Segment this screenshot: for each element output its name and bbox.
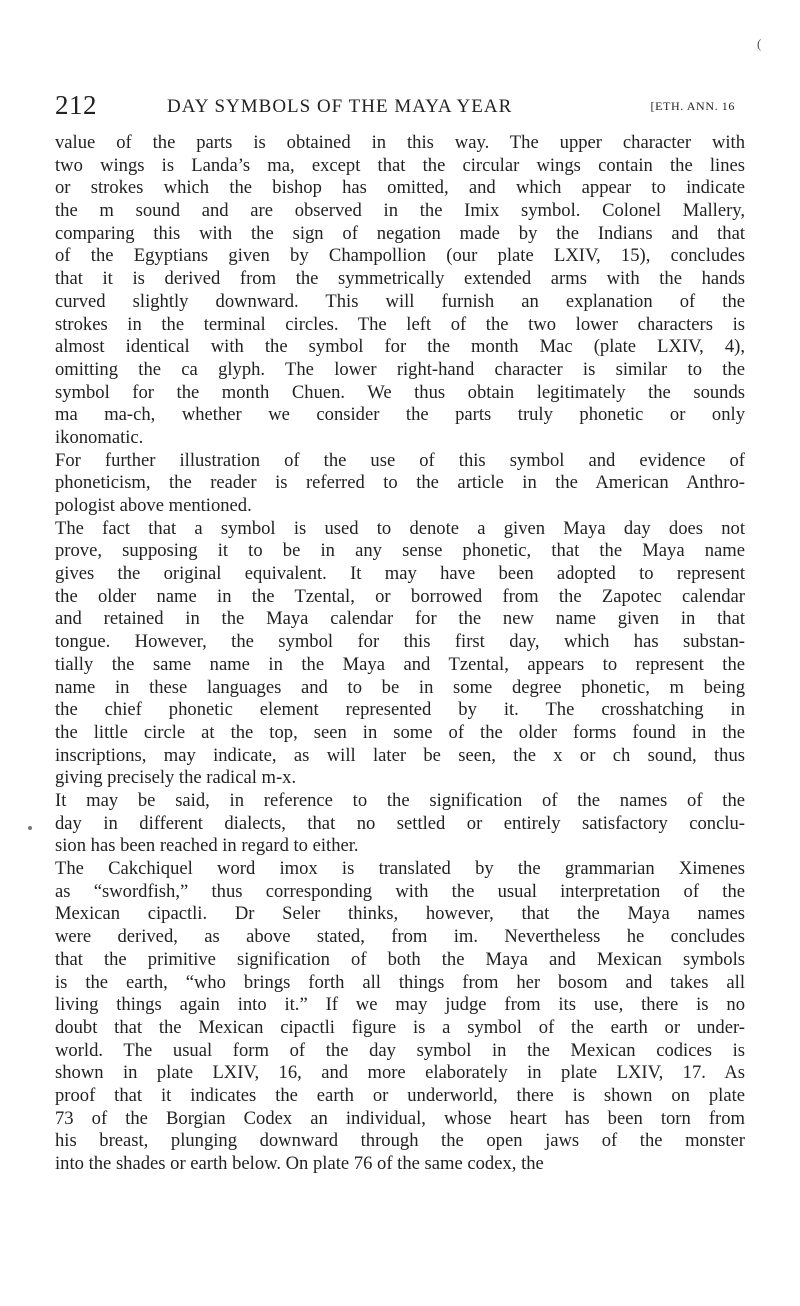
text-line: world. The usual form of the day symbol in the Mexican codices is xyxy=(55,1039,745,1061)
paragraph xyxy=(55,518,745,790)
text-line: the chief phonetic element represented by it. The crosshatching in xyxy=(55,699,745,721)
text-line: into the shades or earth below. On plate 76 of the same codex, the xyxy=(55,1153,544,1174)
text-line: comparing this with the sign of negation made by the Indians and that xyxy=(55,222,745,244)
text-line: his breast, plunging downward through the open jaws of the monster xyxy=(55,1130,745,1152)
text-line: inscriptions, may indicate, as will later be seen, the x or ch sound, thus xyxy=(55,744,745,766)
paragraph xyxy=(55,450,745,518)
text-line: Mexican cipactli. Dr Seler thinks, however, that the Maya names xyxy=(55,903,745,925)
text-line: that it is derived from the symmetrically extended arms with the hands xyxy=(55,268,745,290)
text-line: that the primitive signification of both the Maya and Mexican symbols xyxy=(55,948,745,970)
text-line: shown in plate LXIV, 16, and more elaborately in plate LXIV, 17. As xyxy=(55,1062,745,1084)
text-line: doubt that the Mexican cipactli figure is a symbol of the earth or under- xyxy=(55,1016,745,1038)
text-line: were derived, as above stated, from im. Nevertheless he concludes xyxy=(55,926,745,948)
text-line: For further illustration of the use of this symbol and evidence of xyxy=(55,449,745,471)
text-line: It may be said, in reference to the signification of the names of the xyxy=(55,789,745,811)
text-line: day in different dialects, that no settled or entirely satisfactory conclu- xyxy=(55,812,745,834)
text-line: gives the original equivalent. It may have been adopted to represent xyxy=(55,563,745,585)
text-line: the little circle at the top, seen in some of the older forms found in the xyxy=(55,721,745,743)
text-line: curved slightly downward. This will furnish an explanation of the xyxy=(55,290,745,312)
text-line: omitting the ca glyph. The lower right-hand character is similar to the xyxy=(55,358,745,380)
text-line: tongue. However, the symbol for this first day, which has substan- xyxy=(55,631,745,653)
text-line: phoneticism, the reader is referred to the article in the American Anthro- xyxy=(55,472,745,494)
text-line: or strokes which the bishop has omitted, and which appear to indicate xyxy=(55,177,745,199)
text-line: the older name in the Tzental, or borrowed from the Zapotec calendar xyxy=(55,585,745,607)
text-line: ikonomatic. xyxy=(55,426,144,448)
margin-dot xyxy=(28,826,32,830)
bureau-tag: [ETH. ANN. 16 xyxy=(650,99,735,113)
text-line: The fact that a symbol is used to denote a given Maya day does not xyxy=(55,517,745,539)
running-title: DAY SYMBOLS OF THE MAYA YEAR xyxy=(167,96,513,117)
paragraph xyxy=(55,790,745,858)
text-line: the m sound and are observed in the Imix symbol. Colonel Mallery, xyxy=(55,200,745,222)
text-line: strokes in the terminal circles. The left of the two lower characters is xyxy=(55,313,745,335)
paragraph xyxy=(55,132,745,450)
text-line: ma ma-ch, whether we consider the parts truly phonetic or only xyxy=(55,404,745,426)
page-number: 212 xyxy=(55,90,97,120)
text-line: is the earth, “who brings forth all things from her bosom and takes all xyxy=(55,971,745,993)
text-line: as “swordfish,” thus corresponding with the usual interpretation of the xyxy=(55,880,745,902)
text-line: tially the same name in the Maya and Tzental, appears to represent the xyxy=(55,653,745,675)
text-line: almost identical with the symbol for the month Mac (plate LXIV, 4), xyxy=(55,336,745,358)
text-line: 73 of the Borgian Codex an individual, whose heart has been torn from xyxy=(55,1107,745,1129)
page-header xyxy=(55,90,735,124)
text-line: name in these languages and to be in some degree phonetic, m being xyxy=(55,676,745,698)
text-line: giving precisely the radical m-x. xyxy=(55,767,297,789)
text-line: pologist above mentioned. xyxy=(55,495,252,517)
corner-mark: ( xyxy=(757,36,762,51)
body-text xyxy=(55,132,745,1176)
text-line: living things again into it.” If we may judge from its use, there is no xyxy=(55,994,745,1016)
text-line: value of the parts is obtained in this way. The upper character with xyxy=(55,132,745,153)
text-line: The Cakchiquel word imox is translated by the grammarian Ximenes xyxy=(55,858,745,880)
text-line: prove, supposing it to be in any sense phonetic, that the Maya name xyxy=(55,540,745,562)
text-line: symbol for the month Chuen. We thus obtain legitimately the sounds xyxy=(55,381,745,403)
paragraph xyxy=(55,858,745,1176)
text-line: and retained in the Maya calendar for the new name given in that xyxy=(55,608,745,630)
text-line: proof that it indicates the earth or underworld, there is shown on plate xyxy=(55,1084,745,1106)
text-line: sion has been reached in regard to either. xyxy=(55,835,359,857)
text-line: of the Egyptians given by Champollion (our plate LXIV, 15), concludes xyxy=(55,245,745,267)
text-line: two wings is Landa’s ma, except that the circular wings contain the lines xyxy=(55,154,745,176)
